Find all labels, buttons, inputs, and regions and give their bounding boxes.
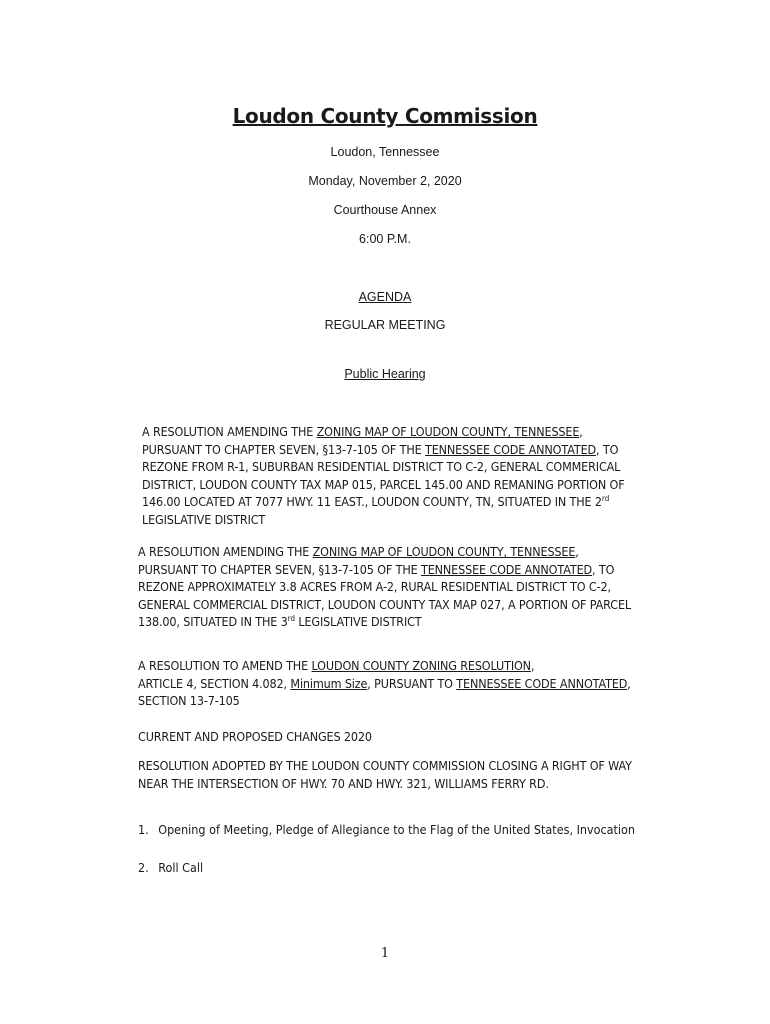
section-heading: Public Hearing [344, 367, 426, 381]
page-title: Loudon County Commission [232, 104, 538, 128]
venue: Courthouse Annex [333, 203, 437, 217]
list-item: 2. Roll Call [138, 861, 204, 875]
agenda-heading: AGENDA [358, 290, 412, 304]
meeting-date: Monday, November 2, 2020 [308, 174, 462, 188]
resolution-3: A RESOLUTION TO AMEND THE LOUDON COUNTY ZONING RESOLUTION, ARTICLE 4, SECTION 4.082, Minimum Size, PURSUANT TO TENNESSEE CODE ANNOTATED, SECTION 13-7-105 [138, 659, 631, 708]
resolution-1: A RESOLUTION AMENDING THE ZONING MAP OF LOUDON COUNTY, TENNESSEE, PURSUANT TO CHAPTER SEVEN, §13-7-105 OF THE TENNESSEE CODE ANNOTATED, TO REZONE FROM R-1, SUBURBAN RESIDENTIAL DISTRICT TO C-2, GENERAL COMMERICAL DISTRICT, LOUDON COUNTY TAX MAP 015, PARCEL 145.00 AND REMANING PORTION OF 146.00 LOCATED AT 7077 HWY. 11 EAST., LOUDON COUNTY, TN, SITUATED IN THE 2rd LEGISLATIVE DISTRICT [142, 425, 625, 527]
current-proposed-changes: CURRENT AND PROPOSED CHANGES 2020 [138, 730, 372, 744]
list-item: 1. Opening of Meeting, Pledge of Allegiance to the Flag of the United States, Invocation [138, 823, 636, 837]
meeting-type: REGULAR MEETING [324, 318, 446, 332]
resolution-2: A RESOLUTION AMENDING THE ZONING MAP OF LOUDON COUNTY, TENNESSEE, PURSUANT TO CHAPTER SEVEN, §13-7-105 OF THE TENNESSEE CODE ANNOTATED, TO REZONE APPROXIMATELY 3.8 ACRES FROM A-2, RURAL RESIDENTIAL DISTRICT TO C-2, GENERAL COMMERCIAL DISTRICT, LOUDON COUNTY TAX MAP 027, A PORTION OF PARCEL 138.00, SITUATED IN THE 3rd LEGISLATIVE DISTRICT [138, 545, 632, 629]
resolution-5: RESOLUTION ADOPTED BY THE LOUDON COUNTY COMMISSION CLOSING A RIGHT OF WAY NEAR THE INTERSECTION OF HWY. 70 AND HWY. 321, WILLIAMS FERRY RD. [138, 759, 632, 791]
page-number: 1 [380, 946, 390, 961]
location: Loudon, Tennessee [330, 145, 440, 159]
meeting-time: 6:00 P.M. [359, 232, 411, 246]
